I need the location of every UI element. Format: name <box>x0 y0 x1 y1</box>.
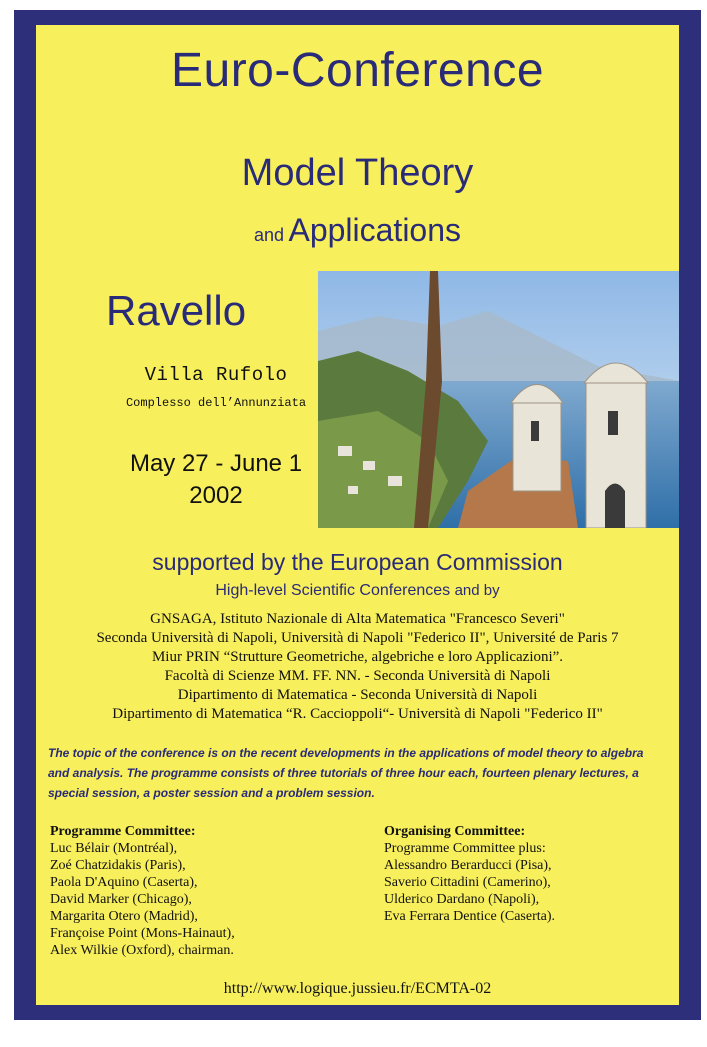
conference-abstract: The topic of the conference is on the recent developments in the applications of model theory to algebra and analysis. The programme consists of three tutorials of three hour each, fourteen plenary lectures, a special session, a poster session and a problem session. <box>48 746 644 800</box>
sponsor-item: Dipartimento di Matematica - Seconda Università di Napoli <box>177 687 538 703</box>
committee-member: Alex Wilkie (Oxford), chairman. <box>50 943 234 958</box>
city-name: Ravello <box>106 287 247 334</box>
organising-committee-heading: Organising Committee: <box>384 824 526 839</box>
committee-member: Zoé Chatzidakis (Paris), <box>50 858 186 873</box>
sponsor-item: Dipartimento di Matematica “R. Caccioppoli“- Università di Napoli "Federico II" <box>112 706 603 722</box>
subtitle-suffix: Applications <box>288 212 462 248</box>
ravello-photo <box>318 271 679 528</box>
program-name: High-level Scientific Conferences <box>215 582 451 599</box>
support-program <box>36 582 679 600</box>
programme-committee-heading: Programme Committee: <box>50 824 196 839</box>
sponsor-item: GNSAGA, Istituto Nazionale di Alta Matematica "Francesco Severi" <box>150 611 565 627</box>
sponsor-item: Miur PRIN “Strutture Geometriche, algebriche e loro Applicazioni”. <box>151 649 564 665</box>
sponsor-item: Seconda Università di Napoli, Università di Napoli "Federico II", Université de Paris 7 <box>96 630 619 646</box>
committee-member: Margarita Otero (Madrid), <box>50 909 198 924</box>
committee-member: David Marker (Chicago), <box>50 892 192 907</box>
venue-detail: Complesso dell’Annunziata <box>125 396 307 410</box>
poster-border <box>14 10 701 1020</box>
committee-member: Programme Committee plus: <box>384 841 546 856</box>
committee-member: Saverio Cittadini (Camerino), <box>384 875 551 890</box>
programme-committee <box>50 823 235 959</box>
venue-name: Villa Rufolo <box>144 364 288 386</box>
committee-member: Alessandro Berarducci (Pisa), <box>384 858 552 873</box>
poster-panel <box>36 25 679 1005</box>
conference-title: Euro-Conference <box>170 44 545 97</box>
ravello-landscape-image <box>318 271 679 528</box>
committee-member: Paola D'Aquino (Caserta), <box>50 875 198 890</box>
conference-subtitle: Model Theory <box>241 152 474 194</box>
committee-member: Ulderico Dardano (Napoli), <box>384 892 540 907</box>
dates-year: 2002 <box>189 482 243 509</box>
conference-url[interactable]: http://www.logique.jussieu.fr/ECMTA-02 <box>223 980 492 997</box>
committee-member: Françoise Point (Mons-Hainaut), <box>50 926 235 941</box>
conference-subtitle-line2 <box>36 212 679 249</box>
sponsor-list <box>36 610 679 724</box>
organising-committee <box>384 823 555 925</box>
committee-member: Luc Bélair (Montréal), <box>50 841 178 856</box>
sponsor-item: Facoltà di Scienze MM. FF. NN. - Seconda Università di Napoli <box>164 668 551 684</box>
dates-range: May 27 - June 1 <box>129 450 303 477</box>
support-heading: supported by the European Commission <box>152 549 563 575</box>
program-suffix: and by <box>454 582 500 599</box>
subtitle-prefix: and <box>253 225 285 245</box>
conference-dates <box>76 448 356 512</box>
committee-member: Eva Ferrara Dentice (Caserta). <box>384 909 556 924</box>
